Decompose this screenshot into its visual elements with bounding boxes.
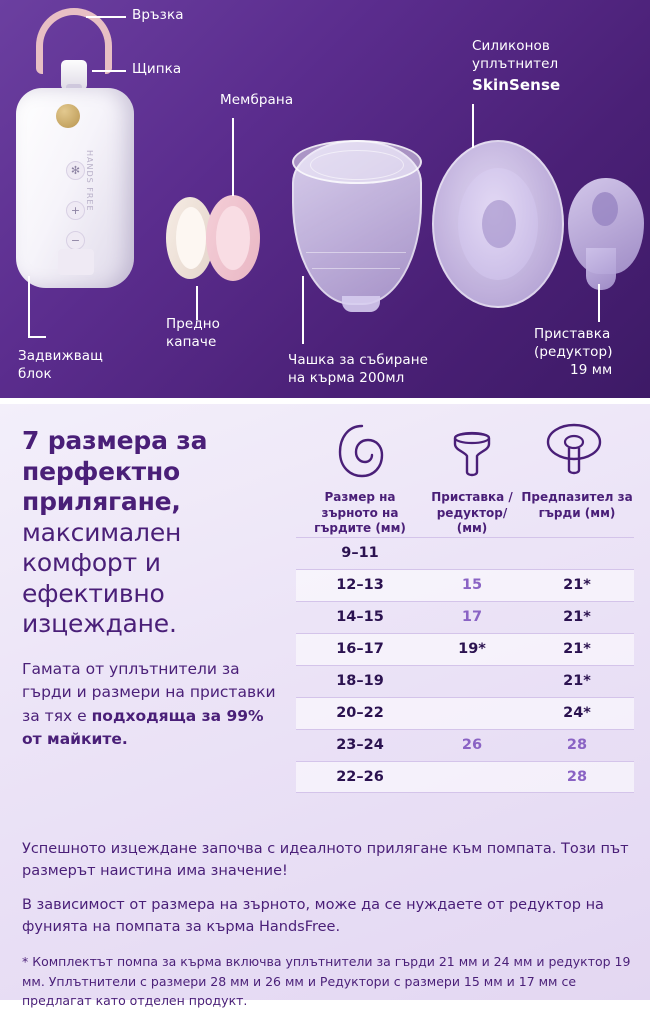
sizing-table (296, 422, 634, 793)
column-header-shield: Предпазител за гърди (мм) (521, 490, 633, 520)
front-cap-inner-illustration (176, 207, 206, 269)
device-brand-text: HANDS FREE (85, 150, 94, 212)
headline-rest: максимален комфорт и ефективно изцеждане. (22, 517, 182, 638)
cell-insert: 15 (461, 577, 483, 594)
insert-reducer-opening (592, 192, 618, 226)
shield-icon-cell (519, 422, 630, 484)
column-header-nipple-size: Размер на зърното на гърдите (мм) (314, 490, 406, 536)
label-cup-line1: Чашка за събиране (288, 352, 429, 368)
power-button-illustration (56, 104, 80, 128)
cell-insert: 26 (461, 737, 483, 754)
cell-nipple-size: 16–17 (336, 641, 384, 658)
insert-icon (445, 428, 499, 480)
cup-measure-line (312, 268, 400, 269)
cup-measure-line (306, 252, 406, 253)
label-cup-line2: на кърма 200мл (288, 370, 405, 386)
table-row (296, 665, 634, 697)
leader-line-cushion (472, 104, 474, 148)
silicone-cushion-opening (482, 200, 516, 248)
sizing-panel (0, 404, 650, 1008)
label-front-cap-line2: капаче (166, 334, 217, 350)
cell-nipple-size: 12–13 (336, 577, 384, 594)
leader-line-front-cap (196, 286, 198, 320)
collection-cup-spout-illustration (342, 296, 380, 312)
leader-line-cup (302, 276, 304, 344)
subcopy-pre: Гамата от уплътнители за гърди и размери на приставки за тях е (22, 659, 276, 725)
cell-shield: 24* (563, 705, 591, 722)
label-motor-line2: блок (18, 366, 52, 382)
column-header-insert: Приставка /редуктор/ (мм) (431, 490, 513, 536)
nipple-icon (332, 422, 392, 480)
product-diagram-panel (0, 0, 650, 404)
leader-line-motor-2 (28, 336, 46, 338)
label-front-cap-line1: Предно (166, 316, 221, 332)
mode-button-illustration: ✻ (66, 161, 85, 180)
cell-nipple-size: 14–15 (336, 609, 384, 626)
cell-shield: 28 (566, 737, 588, 754)
cell-nipple-size: 23–24 (336, 737, 384, 754)
table-header-row (296, 484, 634, 537)
table-row (296, 729, 634, 761)
cell-nipple-size: 22–26 (336, 768, 384, 785)
cell-shield: 21* (563, 641, 591, 658)
label-cushion-line1: Силиконов (472, 38, 550, 54)
nipple-icon-cell (300, 422, 425, 484)
panel-subcopy (22, 658, 280, 752)
label-insert-line3: 19 мм (570, 362, 613, 378)
cell-shield: 21* (563, 577, 591, 594)
label-cushion-line2: уплътнител (472, 56, 559, 72)
membrane-inner-illustration (216, 206, 250, 270)
leader-line-insert (598, 284, 600, 322)
footnote-disclaimer: * Комплектът помпа за кърма включва уплътнители за гърди 21 мм и 24 мм и редуктор 19 мм. Уплътнители с размери 28 мм и 26 мм и Редуктори с размери 15 мм и 17 мм се предлагат като отделен продукт. (22, 954, 631, 1008)
cell-shield: 21* (563, 673, 591, 690)
leader-line-motor (28, 276, 30, 338)
table-row (296, 697, 634, 729)
display-screen-illustration (58, 249, 94, 275)
footnote-paragraph-2: В зависимост от размера на зърното, може да се нуждаете от редуктор на фунията на помпата за кърма HandsFree. (22, 897, 604, 936)
table-row (296, 537, 634, 569)
footnote-paragraph-1: Успешното изцеждане започва с идеалното прилягане към помпата. Този път размерът наистина има значение! (22, 841, 629, 880)
leader-line-strap (86, 16, 126, 18)
label-clip: Щипка (132, 61, 182, 77)
minus-button-illustration: − (66, 231, 85, 250)
insert-reducer-neck (586, 248, 616, 290)
cell-shield: 28 (566, 768, 588, 785)
label-strap: Връзка (132, 7, 184, 23)
label-insert-line2: (редуктор) (534, 344, 613, 360)
footnotes-block (22, 838, 634, 1010)
table-row (296, 633, 634, 665)
leader-line-membrane (232, 118, 234, 196)
table-row (296, 601, 634, 633)
subcopy-bold: подходяща за 99% от майките. (22, 706, 264, 749)
panel-headline (22, 426, 292, 640)
insert-icon-cell (425, 428, 519, 484)
breast-shield-icon (544, 422, 604, 480)
cell-nipple-size: 20–22 (336, 705, 384, 722)
label-motor-line1: Задвижващ (18, 348, 103, 364)
plus-button-illustration: + (66, 201, 85, 220)
label-membrane: Мембрана (220, 92, 294, 108)
label-insert-line1: Приставка (534, 326, 611, 342)
headline-bold: 7 размера за перфектно прилягане, (22, 426, 208, 516)
table-row (296, 761, 634, 793)
table-row (296, 569, 634, 601)
collection-cup-inner-ring (310, 150, 404, 180)
leader-line-clip (92, 70, 126, 72)
cell-insert: 17 (461, 609, 483, 626)
table-icon-row (296, 422, 634, 484)
cell-nipple-size: 9–11 (341, 545, 379, 562)
cell-nipple-size: 18–19 (336, 673, 384, 690)
cell-insert: 19* (458, 641, 486, 658)
label-cushion-brand: SkinSense (472, 76, 561, 94)
cell-shield: 21* (563, 609, 591, 626)
